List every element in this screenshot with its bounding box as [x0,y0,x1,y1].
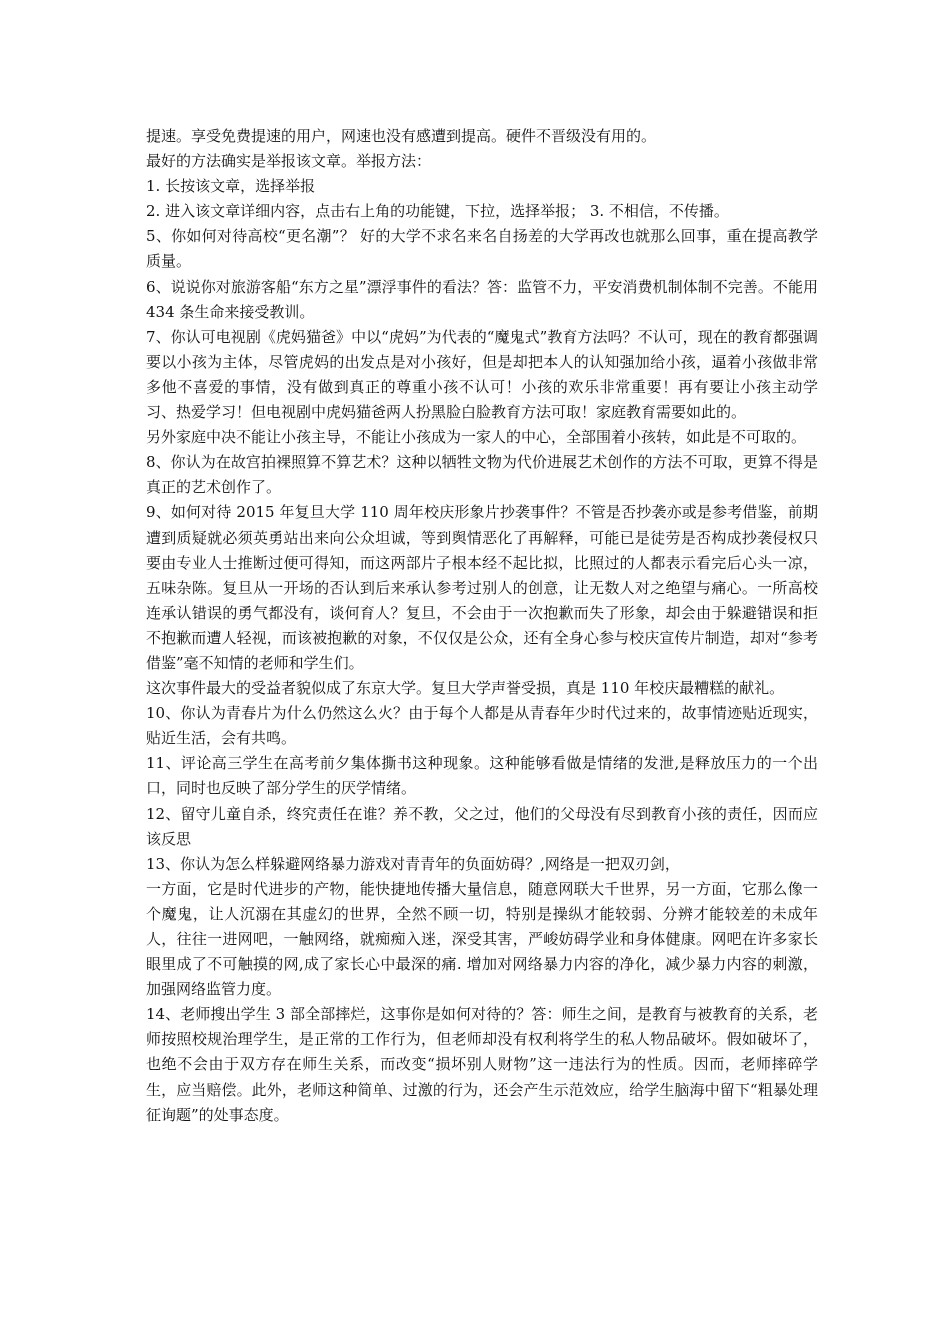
paragraph-q13: 13、你认为怎么样躲避网络暴力游戏对青青年的负面妨碍？,网络是一把双刃剑， [146,854,680,873]
paragraph-q10: 10、你认为青春片为什么仍然这么火？由于每个人都是从青春年少时代过来的，故事情迹贴近现实，贴近生活，会有共鸣。 [146,704,818,748]
paragraph-q7-followup: 另外家庭中决不能让小孩主导，不能让小孩成为一家人的中心，全部围着小孩转，如此是不可取的。 [146,428,807,447]
paragraph-report-step-1: 1. 长按该文章，选择举报 [146,177,316,196]
paragraph-q9-followup: 这次事件最大的受益者貌似成了东京大学。复旦大学声誉受损，真是 110 年校庆最糟糕的献礼。 [146,679,785,698]
paragraph-q9: 9、如何对待 2015 年复旦大学 110 周年校庆形象片抄袭事件？不管是否抄袭亦或是参考借鉴，前期遭到质疑就必须英勇站出来向公众坦诚，等到舆情恶化了再解释，可能已是徒劳是否构成抄袭侵权只要由专业人士推断过便可得知，而这两部片子根本经不起比拟，比照过的人都表示看完后心头一凉，五味杂陈。复旦从一开场的否认到后来承认参考过别人的创意，让无数人对之绝望与痛心。一所高校连承认错误的勇气都没有，谈何育人？复旦，不会由于一次抱歉而失了形象，却会由于躲避错误和拒不抱歉而遭人轻视，而该被抱歉的对象，不仅仅是公众，还有全身心参与校庆宣传片制造，却对“参考借鉴”毫不知情的老师和学生们。 [146,503,818,672]
paragraph-q5: 5、你如何对待高校“更名潮”？ 好的大学不求名来名自扬差的大学再改也就那么回事，重在提高教学质量。 [146,227,818,271]
paragraph-report-method: 最好的方法确实是举报该文章。举报方法： [146,152,432,171]
document-page [146,124,818,1128]
paragraph-q12: 12、留守儿童自杀，终究责任在谁？养不教，父之过，他们的父母没有尽到教育小孩的责任，因而应该反思 [146,804,818,848]
paragraph-q7: 7、你认可电视剧《虎妈猫爸》中以“虎妈”为代表的“魔鬼式”教育方法吗？不认可，现在的教育都强调要以小孩为主体，尽管虎妈的出发点是对小孩好，但是却把本人的认知强加给小孩，逼着小孩做非常多他不喜爱的事情，没有做到真正的尊重小孩不认可！小孩的欢乐非常重要！再有要让小孩主动学习、热爱学习！但电视剧中虎妈猫爸两人扮黑脸白脸教育方法可取！家庭教育需要如此的。 [146,327,818,422]
paragraph-report-step-2: 2. 进入该文章详细内容，点击右上角的功能键，下拉，选择举报； 3. 不相信，不传播。 [146,202,729,221]
paragraph-q13-followup: 一方面，它是时代进步的产物，能快捷地传播大量信息，随意网联大千世界，另一方面，它那么像一个魔鬼，让人沉溺在其虚幻的世界，全然不顾一切，特别是操纵才能较弱、分辨才能较差的未成年人，往往一进网吧，一触网络，就痴痴入迷，深受其害，严峻妨碍学业和身体健康。网吧在许多家长眼里成了不可触摸的网,成了家长心中最深的痛. 增加对网络暴力内容的净化，减少暴力内容的刺激，加强网络监管力度。 [146,879,818,999]
paragraph-q11: 11、评论高三学生在高考前夕集体撕书这种现象。这种能够看做是情绪的发泄,是释放压力的一个出口，同时也反映了部分学生的厌学情绪。 [146,754,818,798]
paragraph-intro: 提速。享受免费提速的用户，网速也没有感遭到提高。硬件不晋级没有用的。 [146,127,657,145]
paragraph-q6: 6、说说你对旅游客船“东方之星”漂浮事件的看法？答：监管不力，平安消费机制体制不完善。不能用 434 条生命来接受教训。 [146,277,818,321]
paragraph-q14: 14、老师搜出学生 3 部全部摔烂，这事你是如何对待的？答：师生之间，是教育与被教育的关系，老师按照校规治理学生，是正常的工作行为，但老师却没有权利将学生的私人物品破坏。假如破坏了，也绝不会由于双方存在师生关系，而改变“损坏别人财物”这一违法行为的性质。因而，老师摔碎学生，应当赔偿。此外，老师这种简单、过激的行为，还会产生示范效应，给学生脑海中留下“粗暴处理征询题”的处事态度。 [146,1005,818,1124]
paragraph-q8: 8、你认为在故宫拍裸照算不算艺术？这种以牺牲文物为代价进展艺术创作的方法不可取，更算不得是真正的艺术创作了。 [146,453,818,497]
